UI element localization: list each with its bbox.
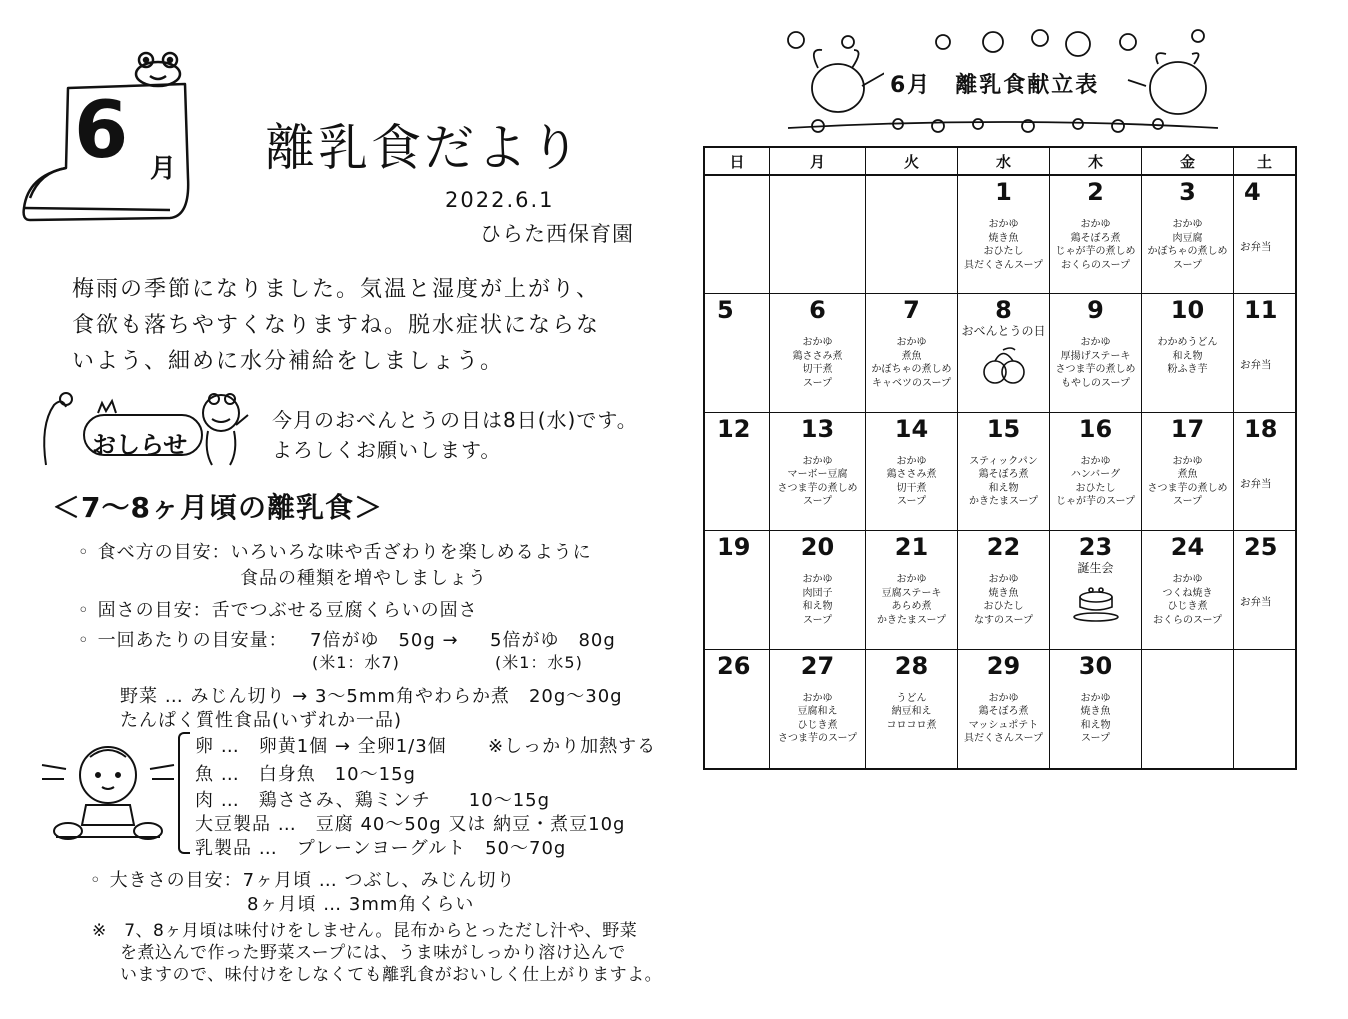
intro-line: いよう、細めに水分補給をしましょう。 — [72, 349, 505, 374]
menu-item: おかゆ — [1172, 455, 1203, 467]
calendar-day-cell — [770, 413, 866, 531]
notice-line: よろしくお願いします。 — [272, 438, 502, 462]
menu-item: じゃが芋のスープ — [1056, 496, 1135, 508]
day-event: おべんとうの日 — [961, 324, 1046, 339]
day-menu — [770, 455, 865, 509]
menu-item: 焼き魚 — [988, 232, 1019, 244]
day-menu — [866, 455, 957, 509]
calendar-day-cell — [866, 413, 958, 531]
day-menu — [1142, 573, 1233, 627]
seasoning-note: ※ 7、8ヶ月頃は味付けをしません。昆布からとっただし汁や、野菜 — [92, 921, 638, 941]
menu-item: スティックパン — [969, 455, 1038, 467]
menu-item: さつま芋の煮しめ — [1055, 364, 1136, 376]
calendar-day-cell — [958, 413, 1050, 531]
day-menu — [1050, 692, 1141, 746]
menu-item: 和え物 — [802, 601, 833, 613]
menu-item: おかゆ — [802, 574, 833, 586]
day-menu — [866, 336, 957, 390]
day-number: 7 — [903, 296, 920, 325]
school-name: ひらた西保育園 — [480, 222, 634, 246]
day-number: 2 — [1087, 178, 1104, 206]
bento-label: お弁当 — [1240, 477, 1272, 490]
menu-item: おかゆ — [896, 337, 927, 349]
day-number: 20 — [800, 533, 835, 562]
calendar-day-cell — [770, 294, 866, 412]
menu-item: おひたし — [983, 601, 1024, 613]
weekday-header: 日 — [705, 148, 770, 176]
menu-item: おひたし — [983, 246, 1024, 257]
menu-item: マッシュポテト — [968, 719, 1039, 731]
bento-label: お弁当 — [1240, 359, 1272, 372]
day-menu — [866, 692, 957, 733]
menu-item: 煮魚 — [1177, 469, 1198, 481]
calendar-day-cell — [866, 650, 958, 768]
protein-item: 肉 … 鶏ささみ、鶏ミンチ 10～15g — [195, 790, 551, 811]
intro-line: 食欲も落ちやすくなりますね。脱水症状にならな — [72, 313, 601, 338]
menu-item: おかゆ — [988, 219, 1019, 230]
day-menu — [1142, 455, 1233, 509]
day-number: 11 — [1244, 296, 1278, 325]
menu-item: スープ — [1081, 733, 1110, 745]
day-menu — [958, 573, 1049, 627]
menu-item: 具だくさんスープ — [964, 259, 1043, 271]
calendar-day-cell — [866, 294, 958, 412]
day-event: 誕生会 — [1077, 561, 1114, 576]
menu-item: キャベツのスープ — [872, 377, 951, 389]
day-number: 13 — [800, 414, 835, 443]
menu-item: かぼちゃの煮しめ — [871, 364, 952, 376]
hardness-guide: ◦ 固さの目安：舌でつぶせる豆腐くらいの固さ — [78, 596, 478, 622]
weekday-header: 金 — [1142, 148, 1234, 176]
seasoning-note: を煮込んで作った野菜スープには、うま味がしっかり溶け込んで — [120, 943, 626, 963]
issue-date: 2022.6.1 — [445, 188, 555, 212]
menu-item: おかゆ — [896, 455, 927, 467]
calendar-day-cell — [1234, 176, 1295, 294]
intro-line: 梅雨の季節になりました。気温と湿度が上がり、 — [72, 277, 601, 302]
calendar-day-cell — [1050, 413, 1142, 531]
day-number: 9 — [1087, 296, 1104, 325]
menu-item: おかゆ — [802, 692, 833, 704]
menu-item: もやしのスープ — [1061, 377, 1130, 389]
calendar-day-cell — [705, 531, 770, 649]
day-number: 1 — [995, 178, 1012, 206]
day-number: 17 — [1170, 414, 1205, 443]
seasoning-note: いますので、味付けをしなくても離乳食がおいしく仕上がりますよ。 — [120, 965, 663, 985]
calendar-day-cell — [1050, 650, 1142, 768]
calendar-day-cell — [1142, 650, 1234, 768]
menu-item: マーボー豆腐 — [787, 469, 848, 481]
menu-item: かぼちゃの煮しめ — [1147, 246, 1228, 257]
menu-item: おくらのスープ — [1061, 259, 1130, 271]
page-title: 離乳食だより — [265, 119, 583, 177]
menu-item: おかゆ — [1080, 337, 1111, 349]
calendar-day-cell — [705, 413, 770, 531]
day-number: 5 — [717, 296, 734, 325]
day-menu — [770, 336, 865, 390]
menu-item: 粉ふき芋 — [1167, 364, 1208, 376]
day-number: 4 — [1244, 178, 1261, 206]
weekday-header: 土 — [1234, 148, 1295, 176]
menu-item: 厚揚げステーキ — [1060, 350, 1131, 362]
day-number: 21 — [894, 533, 929, 562]
menu-item: おかゆ — [988, 574, 1019, 586]
menu-item: さつま芋の煮しめ — [1147, 482, 1228, 494]
menu-item: おかゆ — [802, 455, 833, 467]
menu-item: 鶏そぼろ煮 — [978, 469, 1029, 481]
menu-item: おかゆ — [988, 692, 1019, 704]
pancake-cake-icon — [1071, 581, 1121, 623]
day-menu — [958, 218, 1049, 272]
weekday-header: 木 — [1050, 148, 1142, 176]
day-number: 26 — [717, 651, 751, 680]
day-menu — [770, 692, 865, 746]
eating-guide: ◦ 食べ方の目安：いろいろな味や舌ざわりを楽しめるように — [78, 538, 592, 564]
calendar-day-cell — [958, 650, 1050, 768]
menu-item: おひたし — [1075, 482, 1116, 494]
day-number: 29 — [986, 651, 1021, 680]
day-number: 28 — [894, 651, 929, 680]
menu-item: スープ — [1173, 259, 1202, 271]
day-menu — [1050, 455, 1141, 509]
calendar-day-cell — [1234, 531, 1295, 649]
calendar-day-cell — [1234, 294, 1295, 412]
protein-title: たんぱく質性食品(いずれか一品) — [120, 710, 403, 731]
eating-guide-cont: 食品の種類を増やしましょう — [240, 568, 487, 589]
calendar-day-cell — [705, 650, 770, 768]
protein-bracket — [178, 732, 190, 854]
menu-item: 豆腐ステーキ — [881, 587, 942, 599]
menu-item: 納豆和え — [891, 706, 932, 718]
menu-item: うどん — [896, 692, 927, 704]
menu-item: あらめ煮 — [891, 601, 932, 613]
calendar-day-cell — [1142, 176, 1234, 294]
menu-item: わかめうどん — [1157, 337, 1218, 349]
day-number: 22 — [986, 533, 1021, 562]
calendar-day-cell — [958, 531, 1050, 649]
day-number: 27 — [800, 651, 835, 680]
calendar-day-cell — [1050, 294, 1142, 412]
section-title: ＜7～8ヶ月頃の離乳食＞ — [52, 491, 383, 524]
day-menu — [1050, 336, 1141, 390]
calendar-day-cell — [705, 294, 770, 412]
menu-item: さつま芋のスープ — [778, 733, 857, 745]
day-number: 12 — [717, 414, 751, 443]
egg-note: ※しっかり加熱する — [488, 736, 657, 757]
calendar-day-cell — [770, 650, 866, 768]
day-number: 18 — [1244, 414, 1278, 443]
calendar-day-cell — [1050, 531, 1142, 649]
day-menu — [1142, 218, 1233, 272]
amount-porridge-7x-ratio: (米1：水7) — [312, 653, 400, 672]
weekday-header: 火 — [866, 148, 958, 176]
calendar-day-cell — [866, 531, 958, 649]
menu-item: コロコロ煮 — [886, 719, 937, 731]
size-guide-cont: 8ヶ月頃 … 3mm角くらい — [247, 894, 475, 915]
menu-item: 切干煮 — [896, 482, 927, 494]
menu-item: 鶏そぼろ煮 — [1070, 232, 1121, 244]
menu-item: おかゆ — [1172, 219, 1203, 230]
menu-item: 豆腐和え — [797, 706, 838, 718]
menu-item: おかゆ — [1080, 692, 1111, 704]
calendar-day-cell — [770, 176, 866, 294]
menu-item: なすのスープ — [974, 614, 1033, 626]
menu-item: おかゆ — [802, 337, 833, 349]
menu-item: 和え物 — [1080, 719, 1111, 731]
calendar-day-cell — [958, 176, 1050, 294]
menu-item: 鶏ささみ煮 — [792, 350, 843, 362]
day-number: 14 — [894, 414, 929, 443]
menu-item: かきたまスープ — [877, 614, 946, 626]
day-number: 8 — [995, 296, 1012, 325]
amount-porridge-5x-ratio: (米1：水5) — [495, 653, 583, 672]
menu-item: スープ — [803, 377, 832, 389]
menu-item: ひじき煮 — [797, 719, 838, 731]
menu-item: つくね焼き — [1162, 587, 1213, 599]
menu-item: スープ — [803, 614, 832, 626]
day-number: 19 — [717, 533, 751, 562]
menu-item: おかゆ — [1080, 455, 1111, 467]
bento-label: お弁当 — [1240, 596, 1272, 609]
calendar-day-cell — [866, 176, 958, 294]
amount-guide: ◦ 一回あたりの目安量： — [78, 626, 288, 652]
day-menu — [958, 455, 1049, 509]
protein-item: 乳製品 … プレーンヨーグルト 50～70g — [195, 838, 567, 859]
month-number: 6 — [74, 86, 129, 176]
menu-item: 鶏そぼろ煮 — [978, 706, 1029, 718]
day-menu — [1050, 218, 1141, 272]
day-number: 6 — [809, 296, 826, 325]
menu-item: 肉豆腐 — [1172, 232, 1203, 244]
menu-item: 具だくさんスープ — [964, 733, 1043, 745]
day-number: 23 — [1078, 533, 1113, 562]
vegetable-guide: 野菜 … みじん切り → 3～5mm角やわらか煮 20g～30g — [120, 686, 623, 707]
day-number: 25 — [1244, 533, 1278, 562]
day-number: 3 — [1179, 178, 1196, 206]
menu-item: 和え物 — [1172, 350, 1203, 362]
day-menu — [1142, 336, 1233, 377]
month-unit: 月 — [150, 154, 177, 184]
menu-item: ハンバーグ — [1070, 469, 1121, 481]
menu-item: さつま芋の煮しめ — [777, 482, 858, 494]
baby-eating-illustration — [38, 735, 178, 845]
weekday-header: 水 — [958, 148, 1050, 176]
calendar-day-cell — [1142, 413, 1234, 531]
menu-calendar — [703, 146, 1297, 770]
notice-line: 今月のおべんとうの日は8日(水)です。 — [272, 408, 638, 432]
bento-label: お弁当 — [1240, 241, 1272, 253]
calendar-day-cell — [1050, 176, 1142, 294]
day-number: 16 — [1078, 414, 1113, 443]
weekday-header: 月 — [770, 148, 866, 176]
menu-item: おかゆ — [1080, 219, 1111, 230]
menu-item: かきたまスープ — [969, 496, 1038, 508]
day-number: 10 — [1170, 296, 1205, 325]
menu-item: 肉団子 — [802, 587, 833, 599]
menu-item: スープ — [803, 496, 832, 508]
calendar-day-cell — [1142, 531, 1234, 649]
calendar-day-cell — [1234, 650, 1295, 768]
menu-item: 煮魚 — [901, 350, 922, 362]
menu-item: 和え物 — [988, 482, 1019, 494]
size-guide: ◦ 大きさの目安：7ヶ月頃 … つぶし、みじん切り — [90, 866, 516, 892]
menu-item: 鶏ささみ煮 — [886, 469, 937, 481]
notice-label: おしらせ — [92, 431, 188, 459]
day-number: 15 — [986, 414, 1021, 443]
day-menu — [770, 573, 865, 627]
protein-item: 魚 … 白身魚 10～15g — [195, 764, 416, 785]
day-number: 24 — [1170, 533, 1205, 562]
menu-item: 焼き魚 — [1080, 706, 1111, 718]
cherry-icon — [979, 344, 1029, 386]
menu-item: じゃが芋の煮しめ — [1055, 246, 1136, 257]
day-menu — [958, 692, 1049, 746]
menu-item: スープ — [897, 496, 926, 508]
menu-item: 切干煮 — [802, 364, 833, 376]
menu-item: 焼き魚 — [988, 587, 1019, 599]
calendar-title: 6月 離乳食献立表 — [884, 68, 1105, 99]
calendar-day-cell — [958, 294, 1050, 412]
menu-item: おかゆ — [1172, 574, 1203, 586]
calendar-day-cell — [1234, 413, 1295, 531]
menu-item: スープ — [1173, 496, 1202, 508]
amount-porridge-5x: 5倍がゆ 80g — [490, 630, 616, 651]
day-menu — [866, 573, 957, 627]
menu-item: おくらのスープ — [1153, 614, 1222, 626]
amount-porridge-7x: 7倍がゆ 50g → — [310, 630, 459, 651]
calendar-day-cell — [705, 176, 770, 294]
menu-item: ひじき煮 — [1167, 601, 1208, 613]
menu-item: おかゆ — [896, 574, 927, 586]
calendar-day-cell — [770, 531, 866, 649]
protein-item: 大豆製品 … 豆腐 40～50g 又は 納豆・煮豆10g — [195, 814, 626, 835]
calendar-day-cell — [1142, 294, 1234, 412]
day-number: 30 — [1078, 651, 1113, 680]
protein-item: 卵 … 卵黄1個 → 全卵1/3個 — [195, 736, 447, 757]
